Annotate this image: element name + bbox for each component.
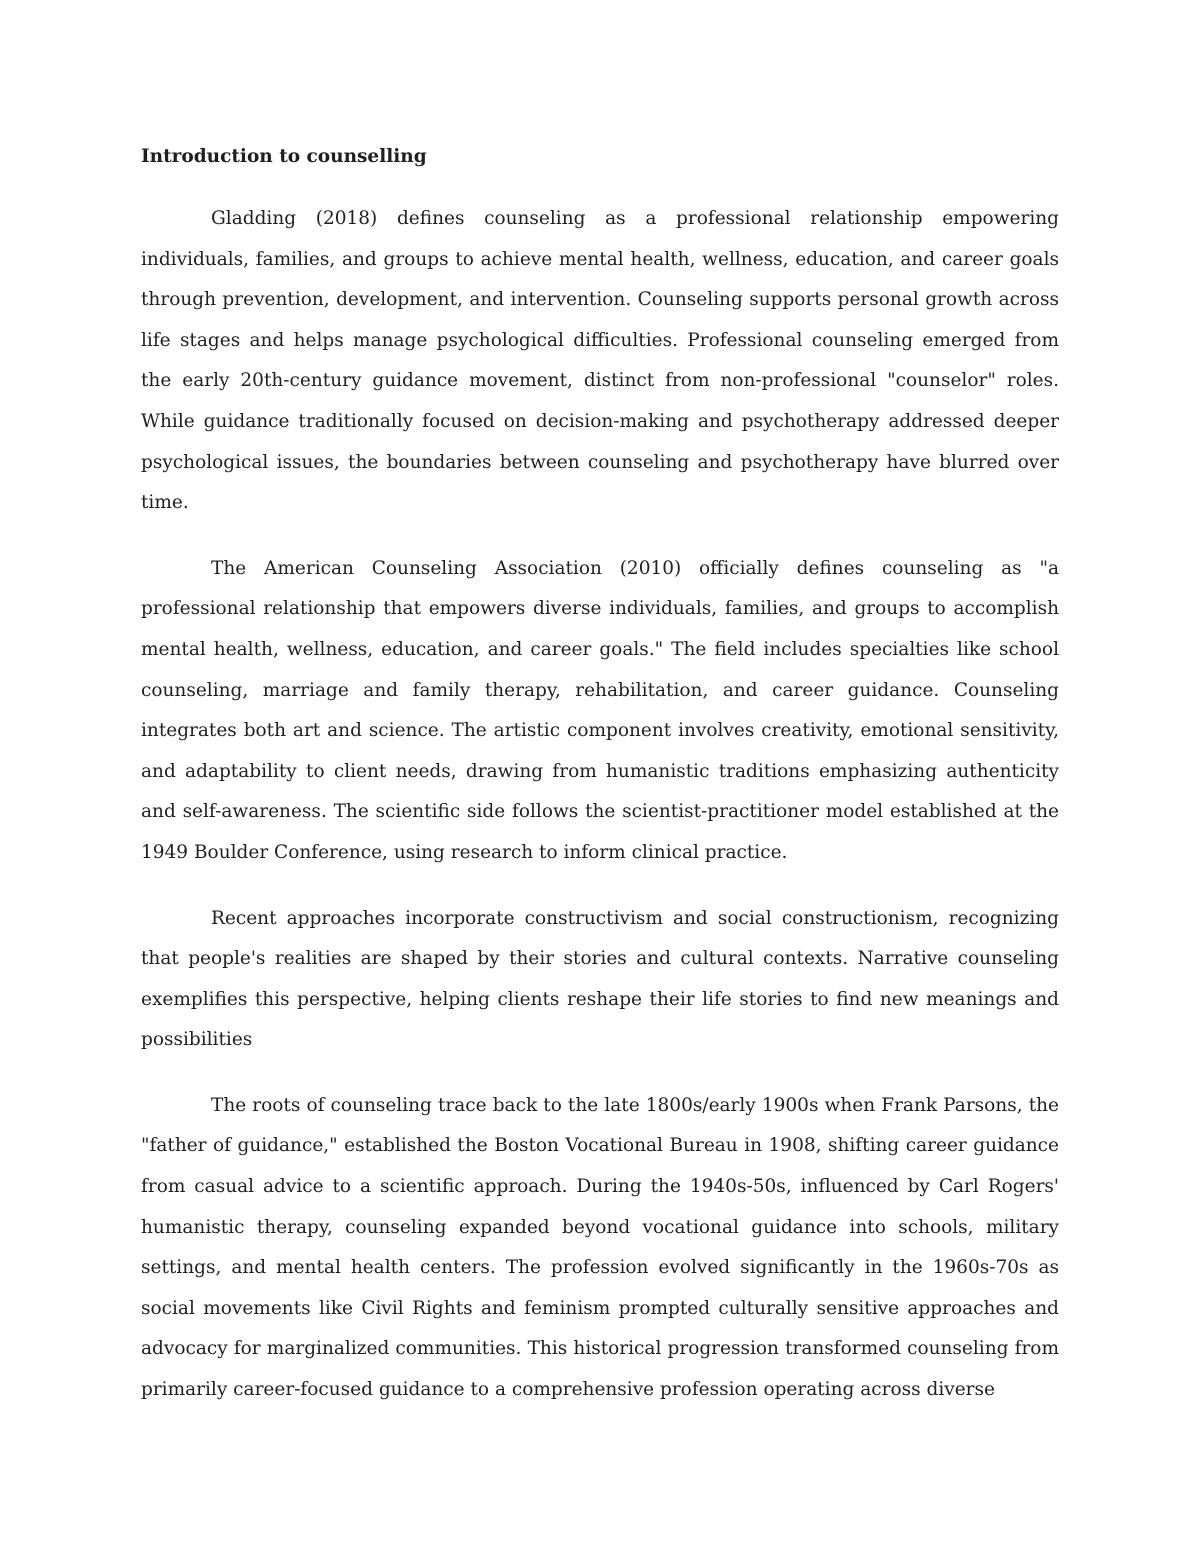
heading-spacer (141, 174, 1059, 199)
paragraph-spacer (141, 524, 1059, 549)
document-heading: Introduction to counselling (141, 146, 427, 167)
paragraph-history: The roots of counseling trace back to the late 1800s/early 1900s when Frank Parsons, the "father of guidance," established the Boston Vocational Bureau in 1908, shifting career guidance from casual advice to a scientific approach. During the 1940s-50s, influenced by Carl Rogers' humanistic therapy, counseling expanded beyond vocational guidance into schools, military settings, and mental health centers. The profession evolved significantly in the 1960s-70s as social movements like Civil Rights and feminism prompted culturally sensitive approaches and advocacy for marginalized communities. This historical progression transformed counseling from primarily career-focused guidance to a comprehensive profession operating across diverse (141, 1094, 1059, 1401)
document-body (141, 140, 1059, 1411)
paragraph-definition-aca: The American Counseling Association (2010) officially defines counseling as "a professional relationship that empowers diverse individuals, families, and groups to accomplish mental health, wellness, education, and career goals." The field includes specialties like school counseling, marriage and family therapy, rehabilitation, and career guidance. Counseling integrates both art and science. The artistic component involves creativity, emotional sensitivity, and adaptability to client needs, drawing from humanistic traditions emphasizing authenticity and self-awareness. The scientific side follows the scientist-practitioner model established at the 1949 Boulder Conference, using research to inform clinical practice. (141, 557, 1059, 863)
paragraph-definition-gladding: Gladding (2018) defines counseling as a professional relationship empowering individuals, families, and groups to achieve mental health, wellness, education, and career goals through prevention, development, and intervention. Counseling supports personal growth across life stages and helps manage psychological difficulties. Professional counseling emerged from the early 20th-century guidance movement, distinct from non-professional "counselor" roles. While guidance traditionally focused on decision-making and psychotherapy addressed deeper psychological issues, the boundaries between counseling and psychotherapy have blurred over time. (141, 208, 1059, 514)
paragraph-spacer (141, 874, 1059, 899)
paragraph-recent-approaches: Recent approaches incorporate constructivism and social constructionism, recognizing that people's realities are shaped by their stories and cultural contexts. Narrative counseling exemplifies this perspective, helping clients reshape their life stories to find new meanings and possibilities (141, 907, 1059, 1051)
paragraph-spacer (141, 1061, 1059, 1086)
